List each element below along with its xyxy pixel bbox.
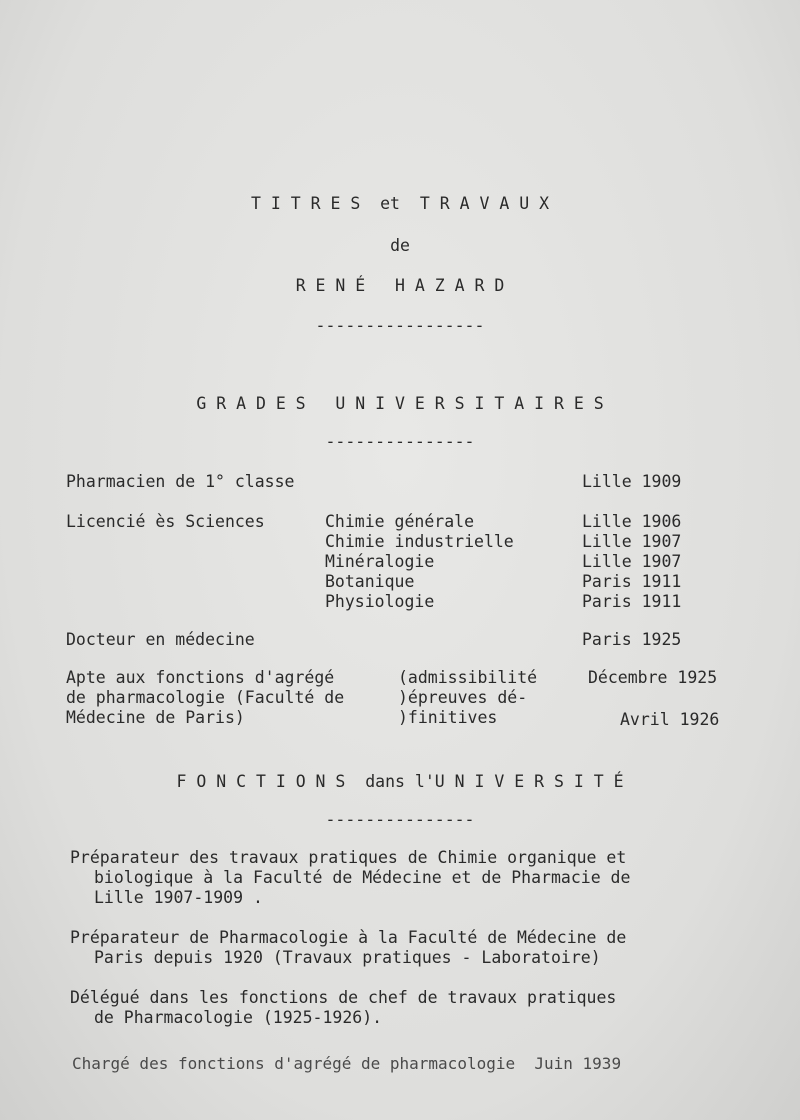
title-de: de — [390, 236, 410, 255]
fonction-line: Préparateur des travaux pratiques de Chimie organique et — [70, 848, 627, 867]
fonction-line: Paris depuis 1920 (Travaux pratiques - Laboratoire) — [94, 948, 601, 967]
licence-place: Lille 1906 — [582, 512, 682, 531]
licence-place: Paris 1911 — [582, 592, 682, 611]
apte-line2-left: de pharmacologie (Faculté de — [66, 688, 345, 707]
licencie-label: Licencié ès Sciences — [66, 512, 265, 531]
apte-line1-right: Décembre 1925 — [588, 668, 718, 687]
licence-subject: Chimie industrielle — [325, 532, 514, 551]
grades-heading: G R A D E S U N I V E R S I T A I R E S — [196, 394, 604, 413]
licence-place: Lille 1907 — [582, 532, 682, 551]
fonction-line: de Pharmacologie (1925-1926). — [94, 1008, 383, 1027]
licence-place: Lille 1907 — [582, 552, 682, 571]
fonction-line: biologique à la Faculté de Médecine et de Pharmacie de — [94, 868, 631, 887]
last-line: Chargé des fonctions d'agrégé de pharmacologie Juin 1939 — [72, 1054, 622, 1073]
fonction-line: Délégué dans les fonctions de chef de travaux pratiques — [70, 988, 617, 1007]
pharmacien-place: Lille 1909 — [582, 472, 682, 491]
fonctions-rule: --------------- — [325, 810, 475, 829]
fonction-line: Préparateur de Pharmacologie à la Faculté de Médecine de — [70, 928, 627, 947]
grades-rule: --------------- — [325, 432, 475, 451]
apte-line1-left: Apte aux fonctions d'agrégé — [66, 668, 335, 687]
apte-line3-right: Avril 1926 — [620, 710, 720, 729]
licence-subject: Botanique — [325, 572, 415, 591]
licence-subject: Chimie générale — [325, 512, 475, 531]
apte-line2-mid: )épreuves dé- — [398, 688, 528, 707]
document-title: T I T R E S et T R A V A U X — [250, 194, 549, 213]
licence-subject: Minéralogie — [325, 552, 435, 571]
title-rule: ----------------- — [315, 316, 485, 335]
apte-line3-left: Médecine de Paris) — [66, 708, 245, 727]
licence-place: Paris 1911 — [582, 572, 682, 591]
fonctions-heading: F O N C T I O N S dans l'U N I V E R S I T É — [176, 772, 624, 791]
licence-subject: Physiologie — [325, 592, 435, 611]
author-name: R E N É H A Z A R D — [295, 276, 505, 295]
docteur-label: Docteur en médecine — [66, 630, 255, 649]
fonction-line: Lille 1907-1909 . — [94, 888, 263, 907]
pharmacien-label: Pharmacien de 1° classe — [66, 472, 295, 491]
apte-line3-mid: )finitives — [398, 708, 498, 727]
docteur-place: Paris 1925 — [582, 630, 682, 649]
apte-line1-mid: (admissibilité — [398, 668, 538, 687]
